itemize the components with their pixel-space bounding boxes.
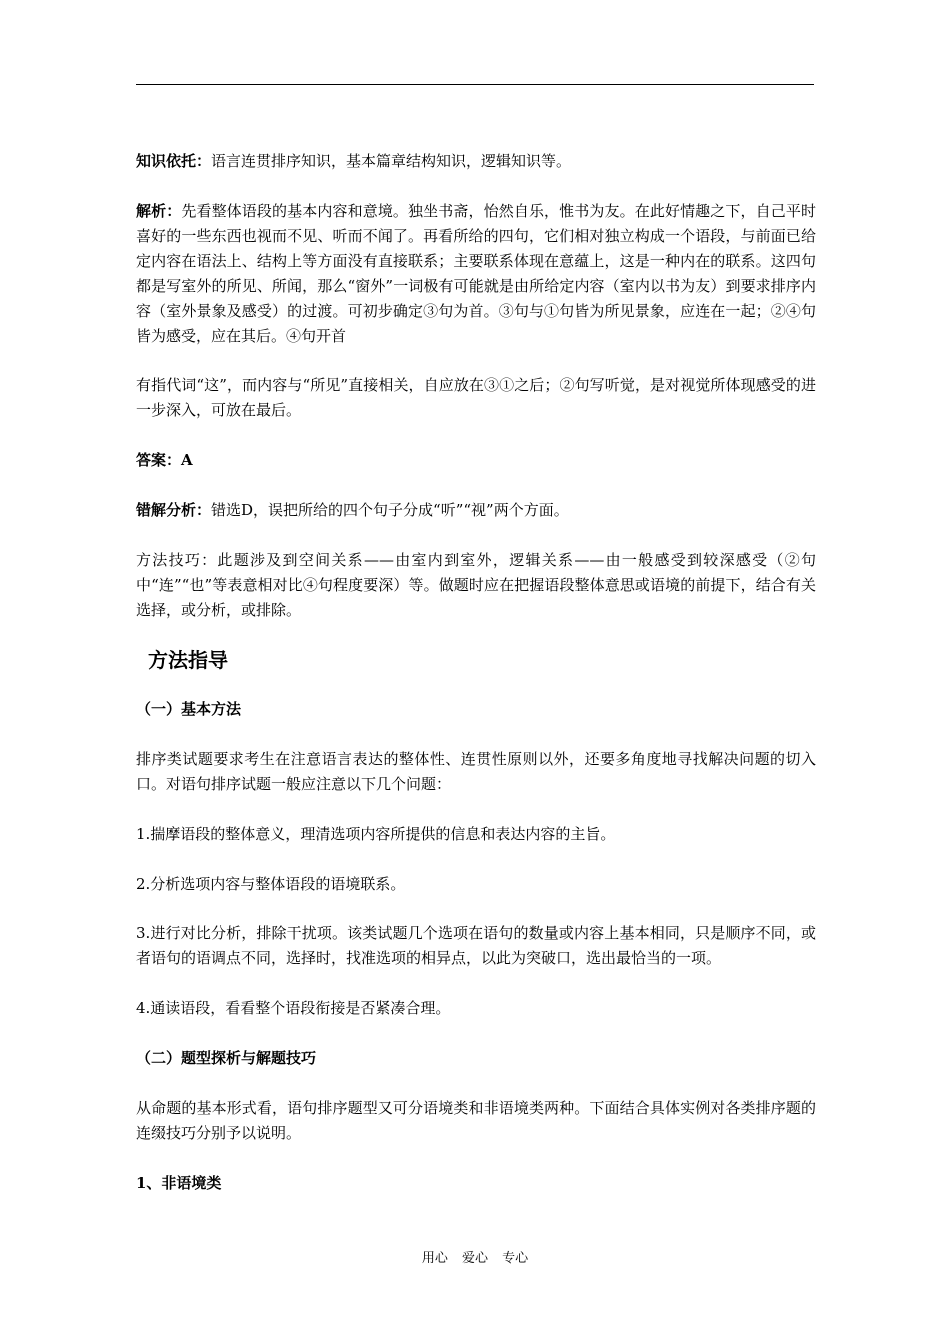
method-item-4: 4.通读语段，看看整个语段衔接是否紧凑合理。	[136, 999, 451, 1017]
analysis-text: 先看整体语段的基本内容和意境。独坐书斋，怡然自乐，惟书为友。在此好情趣之下，自己平时喜好的一些东西也视而不见、听而不闻了。再看所给的四句，它们相对独立构成一个语段，与前面已给定内容在语法上、结构上等方面没有直接联系；主要联系体现在意蕴上，这是一种内在的联系。这四句都是写室外的所见、所闻，那么“窗外”一词极有可能就是由所给定内容（室内以书为友）到要求排序内容（室外景象及感受）的过渡。可初步确定③句为首。③句与①句皆为所见景象，应连在一起；②④句皆为感受，应在其后。④句开首	[136, 202, 816, 345]
error-analysis-paragraph	[136, 498, 816, 523]
error-analysis-text: 错选D，误把所给的四个句子分成“听”“视”两个方面。	[211, 501, 569, 519]
method-tip-paragraph: 方法技巧：此题涉及到空间关系——由室内到室外，逻辑关系——由一般感受到较深感受（②句中“连”“也”等表意相对比④句程度要深）等。做题时应在把握语段整体意思或语境的前提下，结合有关选择，或分析，或排除。	[136, 551, 816, 619]
method-item-1: 1.揣摩语段的整体意义，理清选项内容所提供的信息和表达内容的主旨。	[136, 825, 616, 843]
knowledge-paragraph	[136, 149, 816, 174]
page-footer: 用心 爱心 专心	[421, 1251, 529, 1266]
error-analysis-label: 错解分析：	[136, 501, 212, 519]
section-title: 方法指导	[148, 648, 228, 672]
basic-methods-intro: 排序类试题要求考生在注意语言表达的整体性、连贯性原则以外，还要多角度地寻找解决问题的切入口。对语句排序试题一般应注意以下几个问题：	[136, 750, 816, 793]
answer-paragraph	[136, 448, 816, 473]
answer-label: 答案：	[136, 451, 182, 469]
knowledge-text: 语言连贯排序知识，基本篇章结构知识，逻辑知识等。	[211, 152, 572, 170]
answer-value: A	[181, 451, 193, 469]
question-types-heading: （二）题型探析与解题技巧	[136, 1049, 317, 1067]
analysis-label: 解析：	[136, 202, 182, 220]
analysis-continuation: 有指代词“这”，而内容与“所见”直接相关，自应放在③①之后；②句写听觉，是对视觉所体现感受的进一步深入，可放在最后。	[136, 376, 816, 419]
analysis-paragraph	[136, 199, 816, 349]
header-rule	[136, 84, 814, 85]
non-context-heading: 1、非语境类	[136, 1174, 222, 1192]
method-item-3: 3.进行对比分析，排除干扰项。该类试题几个选项在语句的数量或内容上基本相同，只是顺序不同，或者语句的语调点不同，选择时，找准选项的相异点，以此为突破口，选出最恰当的一项。	[136, 924, 816, 967]
basic-methods-heading: （一）基本方法	[136, 700, 242, 718]
knowledge-label: 知识依托：	[136, 152, 212, 170]
question-types-intro: 从命题的基本形式看，语句排序题型又可分语境类和非语境类两种。下面结合具体实例对各类排序题的连缀技巧分别予以说明。	[136, 1099, 816, 1142]
method-item-2: 2.分析选项内容与整体语段的语境联系。	[136, 875, 406, 893]
